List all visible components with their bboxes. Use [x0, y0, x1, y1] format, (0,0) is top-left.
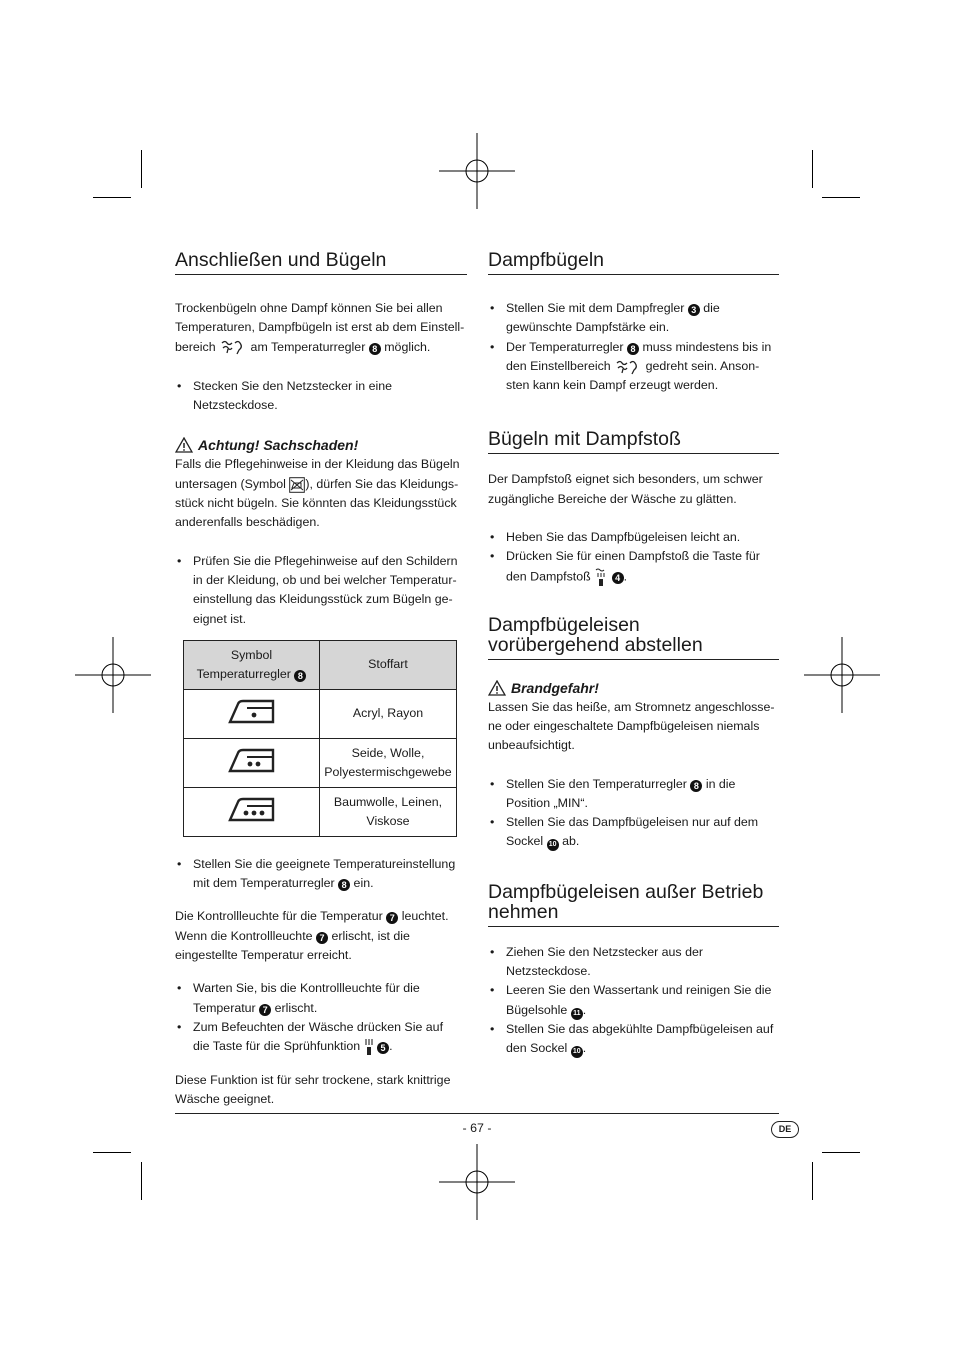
temperature-table [183, 640, 457, 837]
list-item: • Drücken Sie für einen Dampfstoß die Taste für den Dampfstoß 4 . [488, 547, 779, 586]
heading-shutdown: Dampfbügeleisen außer Betrieb nehmen [488, 882, 779, 927]
warning-text: Falls die Pflegehinweise in der Kleidung das Bügeln untersagen (Symbol ), dürfen Sie das Kleidungs- stück nicht bügeln. Sie könnten das Kleidungsstück anderenfalls beschädigen. [175, 457, 460, 530]
list-item: • Stellen Sie das abgekühlte Dampfbügeleisen auf den Sockel 10 . [488, 1020, 779, 1059]
crop-mark [141, 1162, 142, 1200]
crop-mark [812, 1162, 813, 1200]
footer-divider [175, 1113, 779, 1114]
list-item: • Der Temperaturregler 8 muss mindestens bis in den Einstellbereich gedreht sein. Anson- sten kann kein Dampf erzeugt werden. [488, 338, 779, 396]
fabric-cell: Acryl, Rayon [320, 689, 457, 738]
list-item: • Stecken Sie den Netzstecker in eine Netzsteckdose. [175, 377, 467, 416]
iron-2-dots-icon [227, 745, 277, 775]
bullet-list-wait [175, 979, 467, 1056]
list-item: • Stellen Sie den Temperaturregler 8 in die Position „MIN“. [488, 775, 779, 814]
heading-steam-ironing: Dampfbügeln [488, 250, 779, 275]
list-item: • Zum Befeuchten der Wäsche drücken Sie auf die Taste für die Sprühfunktion 5 . [175, 1018, 467, 1057]
spray-icon [364, 1038, 374, 1056]
registration-mark [439, 133, 515, 209]
header-symbol: Symbol Temperaturregler 8 [184, 640, 320, 689]
iron-1-dot-icon [227, 696, 277, 726]
intro-paragraph: Trockenbügeln ohne Dampf können Sie bei allen Temperaturen, Dampfbügeln ist erst ab dem Einstell- bereich am Temperaturregler 8 möglich. [175, 301, 465, 354]
registration-mark [804, 637, 880, 713]
header-fabric: Stoffart [320, 640, 457, 689]
fabric-cell: Baumwolle, Leinen, Viskose [320, 787, 457, 836]
crop-mark [812, 150, 813, 188]
list-item: • Ziehen Sie den Netzstecker aus der Netzsteckdose. [488, 943, 779, 982]
heading-connect-ironing: Anschließen und Bügeln [175, 250, 467, 275]
steam-range-icon [219, 339, 247, 355]
lamp-paragraph: Die Kontrollleuchte für die Temperatur 7 leuchtet. Wenn die Kontrollleuchte 7 erlischt, ist die eingestellte Temperatur erreicht. [175, 909, 449, 963]
warning-title: Achtung! Sachschaden! [175, 435, 467, 455]
table-header-row [184, 640, 457, 689]
table-row [184, 738, 457, 787]
registration-mark [439, 1144, 515, 1220]
left-column [175, 250, 467, 1109]
bullet-list-burst [488, 528, 779, 587]
steam-burst-icon [594, 567, 608, 587]
heading-steam-burst: Bügeln mit Dampfstoß [488, 429, 779, 454]
crop-mark [822, 1152, 860, 1153]
list-item: • Stellen Sie mit dem Dampfregler 3 die gewünschte Dampfstärke ein. [488, 299, 779, 338]
bullet-list-pause [488, 775, 779, 852]
page-number: - 67 - [462, 1121, 492, 1135]
warning-icon [175, 437, 193, 453]
steam-range-icon [614, 359, 642, 375]
list-item: • Prüfen Sie die Pflegehinweise auf den Schildern in der Kleidung, ob und bei welcher Temperatur- einstellung das Kleidungsstück zum Bügeln ge- eignet ist. [175, 552, 467, 629]
fabric-cell: Seide, Wolle, Polyestermischgewebe [320, 738, 457, 787]
burst-paragraph: Der Dampfstoß eignet sich besonders, um schwer zugängliche Bereiche der Wäsche zu glätten. [488, 472, 763, 506]
heading-pause: Dampfbügeleisen vorübergehend abstellen [488, 615, 779, 660]
table-row [184, 787, 457, 836]
list-item: • Warten Sie, bis die Kontrollleuchte für die Temperatur 7 erlischt. [175, 979, 467, 1018]
language-badge: DE [771, 1121, 799, 1138]
bullet-list-steam [488, 299, 779, 395]
list-item: • Stellen Sie das Dampfbügeleisen nur auf dem Sockel 10 ab. [488, 813, 779, 852]
no-ironing-icon [289, 477, 305, 493]
bullet-list-shutdown [488, 943, 779, 1059]
warning-title: Brandgefahr! [488, 678, 779, 698]
list-item: • Heben Sie das Dampfbügeleisen leicht an. [488, 528, 779, 547]
right-column [488, 250, 779, 1059]
list-item: • Stellen Sie die geeignete Temperatureinstellung mit dem Temperaturregler 8 ein. [175, 855, 467, 894]
table-row [184, 689, 457, 738]
registration-mark [75, 637, 151, 713]
ref-temperature-regulator: 8 [369, 343, 381, 355]
warning-icon [488, 680, 506, 696]
bullet-list-plug [175, 377, 467, 416]
fire-warning-text: Lassen Sie das heiße, am Stromnetz angeschlosse- ne oder eingeschaltete Dampfbügeleisen niemals unbeaufsichtigt. [488, 699, 775, 753]
function-paragraph: Diese Funktion ist für sehr trockene, stark knittrige Wäsche geeignet. [175, 1072, 451, 1106]
crop-mark [822, 197, 860, 198]
iron-3-dots-icon [227, 794, 277, 824]
crop-mark [93, 1152, 131, 1153]
list-item: • Leeren Sie den Wassertank und reinigen Sie die Bügelsohle 11 . [488, 981, 779, 1020]
crop-mark [93, 197, 131, 198]
bullet-list-set [175, 855, 467, 894]
crop-mark [141, 150, 142, 188]
bullet-list-check [175, 552, 467, 629]
